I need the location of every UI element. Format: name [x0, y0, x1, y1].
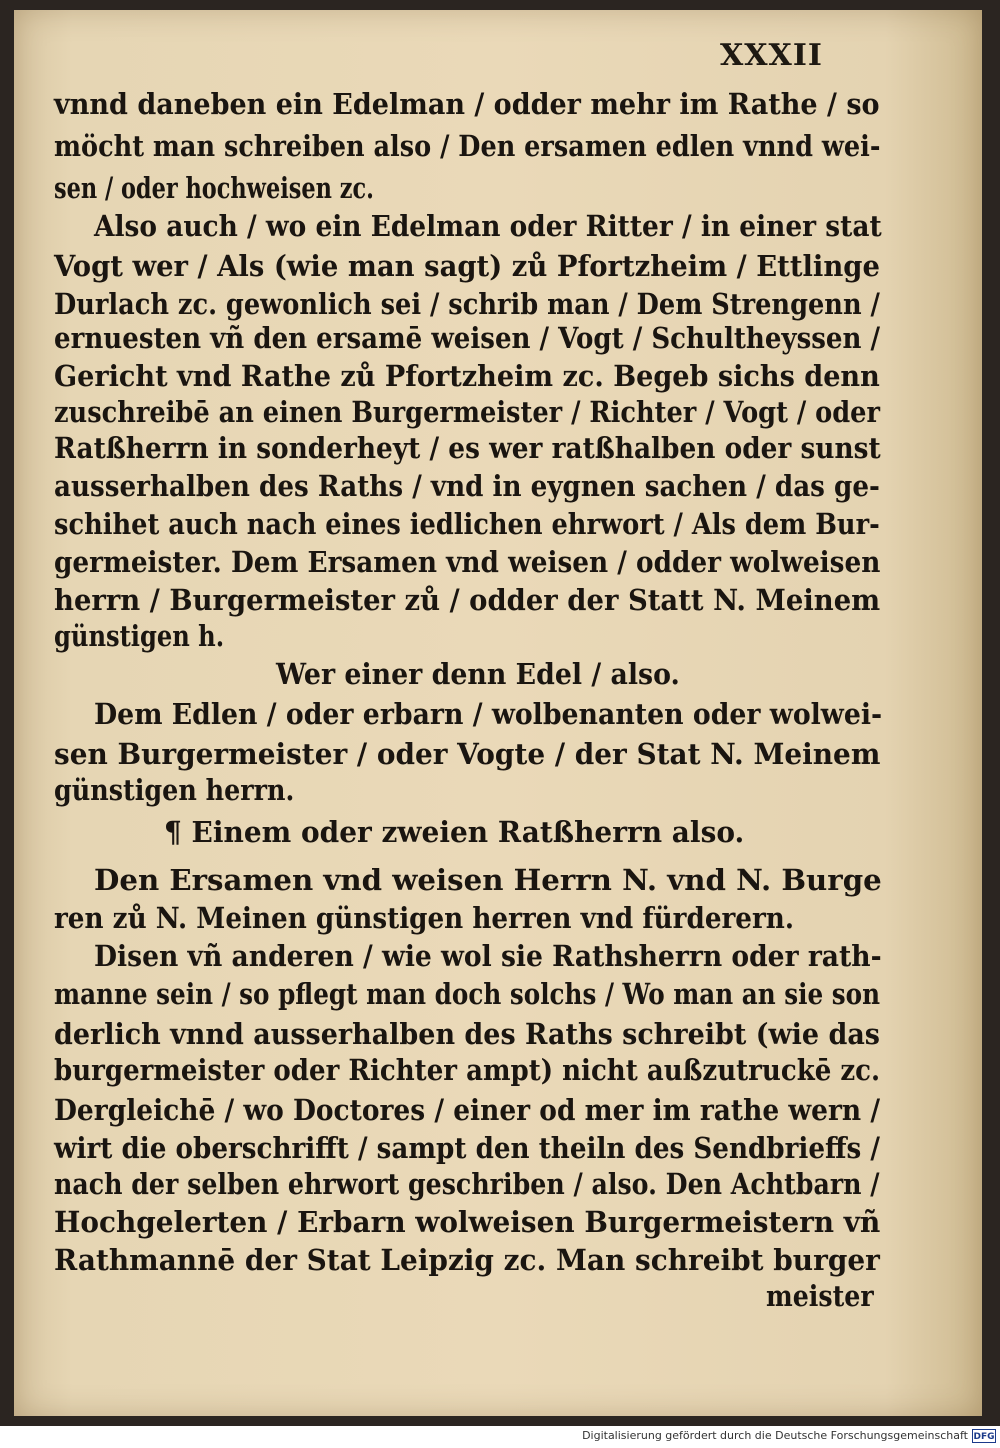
text-line: meister [766, 1279, 874, 1313]
text-line: derlich vnnd ausserhalben des Raths schreibt (wie das [54, 1017, 880, 1051]
text-line: Gericht vnd Rathe zů Pfortzheim zc. Begeb sichs denn [54, 359, 880, 393]
text-line: manne sein / so pflegt man doch solchs / Wo man an sie son [54, 977, 881, 1011]
text-line: Durlach zc. gewonlich sei / schrib man / Dem Strengenn / [54, 287, 880, 321]
text-line: sen / oder hochweisen zc. [54, 171, 374, 205]
text-line: zuschreibē an einen Burgermeister / Richter / Vogt / oder [54, 395, 880, 429]
text-line: Ratßherrn in sonderheyt / es wer ratßhalben oder sunst [54, 431, 881, 465]
text-line: Disen vñ anderen / wie wol sie Rathsherrn oder rath- [94, 939, 882, 973]
text-line: Vogt wer / Als (wie man sagt) zů Pfortzheim / Ettlinge [54, 249, 880, 283]
text-line: ausserhalben des Raths / vnd in eygnen sachen / das ge- [54, 469, 880, 503]
folio-number: XXXII [720, 38, 823, 73]
text-line: günstigen h. [54, 619, 225, 653]
text-line: germeister. Dem Ersamen vnd weisen / odder wolweisen [54, 545, 881, 579]
text-line: schihet auch nach eines iedlichen ehrwort / Als dem Bur- [54, 507, 880, 541]
footer-bar [0, 1426, 1000, 1448]
text-line: Wer einer denn Edel / also. [276, 657, 680, 691]
text-line: möcht man schreiben also / Den ersamen edlen vnnd wei- [54, 129, 881, 163]
text-line: ¶ Einem oder zweien Ratßherrn also. [164, 815, 745, 849]
funding-credit: Digitalisierung gefördert durch die Deutsche Forschungsgemeinschaft [582, 1429, 968, 1442]
text-line: Hochgelerten / Erbarn wolweisen Burgermeistern vñ [54, 1205, 881, 1239]
book-page [14, 10, 982, 1416]
text-line: Dergleichē / wo Doctores / einer od mer im rathe wern / [54, 1093, 881, 1127]
text-line: Den Ersamen vnd weisen Herrn N. vnd N. Burge [94, 863, 882, 897]
text-line: wirt die oberschrifft / sampt den theiln des Sendbrieffs / [54, 1131, 880, 1165]
text-line: Also auch / wo ein Edelman oder Ritter / in einer stat [94, 209, 882, 243]
text-line: sen Burgermeister / oder Vogte / der Stat N. Meinem [54, 737, 881, 771]
text-line: burgermeister oder Richter ampt) nicht außzutruckē zc. [54, 1053, 881, 1087]
text-line: ernuesten vñ den ersamē weisen / Vogt / Schultheyssen / [54, 321, 881, 355]
text-line: günstigen herrn. [54, 773, 295, 807]
text-line: herrn / Burgermeister zů / odder der Statt N. Meinem [54, 583, 881, 617]
text-line: Dem Edlen / oder erbarn / wolbenanten oder wolwei- [94, 697, 883, 731]
text-line: ren zů N. Meinen günstigen herren vnd fürderern. [54, 901, 794, 935]
text-line: Rathmannē der Stat Leipzig zc. Man schreibt burger [54, 1243, 880, 1277]
text-line: nach der selben ehrwort geschriben / also. Den Achtbarn / [54, 1167, 880, 1201]
dfg-logo-icon: DFG [972, 1429, 996, 1443]
text-line: vnnd daneben ein Edelman / odder mehr im Rathe / so [54, 87, 880, 121]
